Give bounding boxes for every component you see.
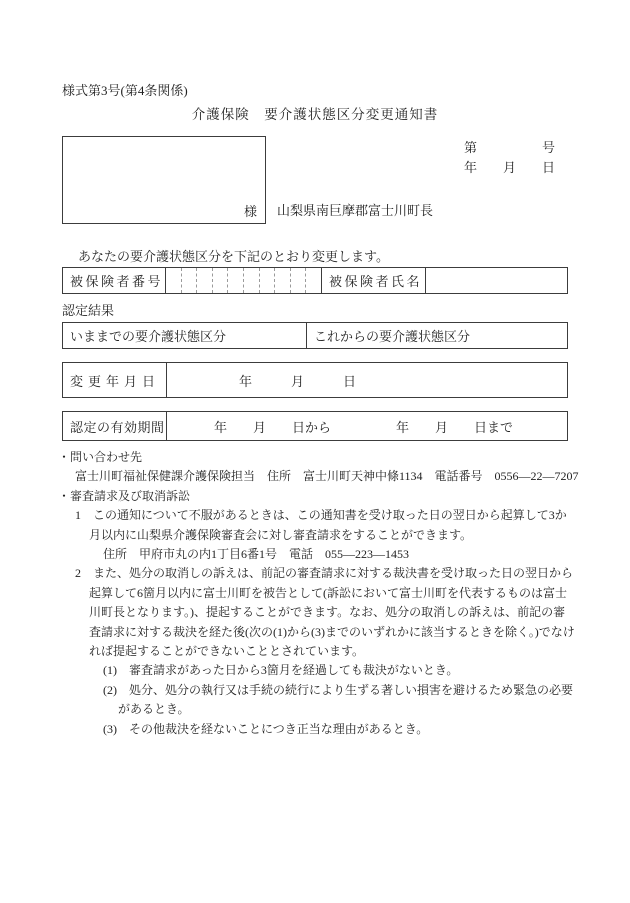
appeal-subitem-3: (3) その他裁決を経ないことにつき正当な理由があるとき。 (103, 721, 429, 736)
appeal-item-1-address: 住所 甲府市丸の内1丁目6番1号 電話 055―223―1453 (103, 547, 410, 562)
valid-period-table (62, 411, 568, 441)
insured-number-cell (166, 268, 181, 293)
appeal-subitem-1: (1) 審査請求があった日から3箇月を経過しても裁決がないとき。 (103, 663, 459, 678)
intro-sentence: あなたの要介護状態区分を下記のとおり変更します。 (78, 249, 389, 264)
insured-number-cell (212, 268, 228, 293)
appeal-item-2: 2 また、処分の取消しの訴えは、前記の審査請求に対する裁決書を受け取った日の翌日から起算して6箇月以内に富士川町を被告として(訴訟において富士川町を代表するものは富士川町長となります。)、提起することができます。なお、処分の取消しの訴えは、前記の審査請求に対する裁決を経た後(次の(1)から(3)までのいずれかに該当するときを除く。)でなければ提起することができないこととされています。 (75, 566, 575, 659)
doc-date-line: 年 月 日 (464, 160, 556, 175)
insured-number-cell (181, 268, 197, 293)
form-id: 様式第3号(第4条関係) (62, 83, 188, 98)
issuer-name: 山梨県南巨摩郡富士川町長 (277, 203, 434, 218)
appeal-item-1: 1 この通知について不服があるときは、この通知書を受け取った日の翌日から起算して3か月以内に山梨県介護保険審査会に対し審査請求をすることができます。 (75, 508, 567, 542)
insured-name-value (425, 268, 567, 293)
insured-number-cell (196, 268, 212, 293)
change-date-value: 年 月 日 (166, 363, 567, 397)
change-date-table (62, 362, 568, 398)
notes-section (58, 448, 579, 739)
insured-number-cells (165, 268, 321, 293)
valid-period-value: 年 月 日から 年 月 日まで (166, 412, 567, 440)
insured-number-cell (259, 268, 275, 293)
insured-number-cell (274, 268, 290, 293)
insured-number-cell (243, 268, 259, 293)
doc-number-date (464, 138, 555, 178)
addressee-box (62, 136, 266, 224)
appeal-subitem-2: (2) 処分、処分の執行又は手続の続行により生ずる著しい損害を避けるため緊急の必要があるとき。 (103, 682, 573, 717)
result-after-label: これからの要介護状態区分 (306, 323, 567, 348)
addressee-honorific: 様 (243, 204, 257, 219)
insured-number-cell (305, 268, 321, 293)
change-date-label: 変更年月日 (70, 373, 161, 389)
valid-period-label: 認定の有効期間 (70, 419, 165, 435)
contact-line: 富士川町福祉保健課介護保険担当 住所 富士川町天神中條1134 電話番号 0556―22―7207 (75, 469, 579, 484)
appeal-heading: ・審査請求及び取消訴訟 (58, 488, 191, 503)
result-heading: 認定結果 (62, 303, 115, 318)
insured-name-label: 被保険者氏名 (321, 268, 425, 293)
insured-info-table (62, 267, 568, 294)
page-title: 介護保険 要介護状態区分変更通知書 (191, 107, 439, 122)
result-table (62, 322, 568, 349)
contact-heading: ・問い合わせ先 (58, 450, 143, 464)
insured-number-cell (290, 268, 306, 293)
result-before-label: いままでの要介護状態区分 (70, 329, 227, 344)
insured-number-cell (227, 268, 243, 293)
insured-number-label: 被保険者番号 (70, 274, 164, 289)
doc-number-line: 第 号 (464, 140, 556, 155)
